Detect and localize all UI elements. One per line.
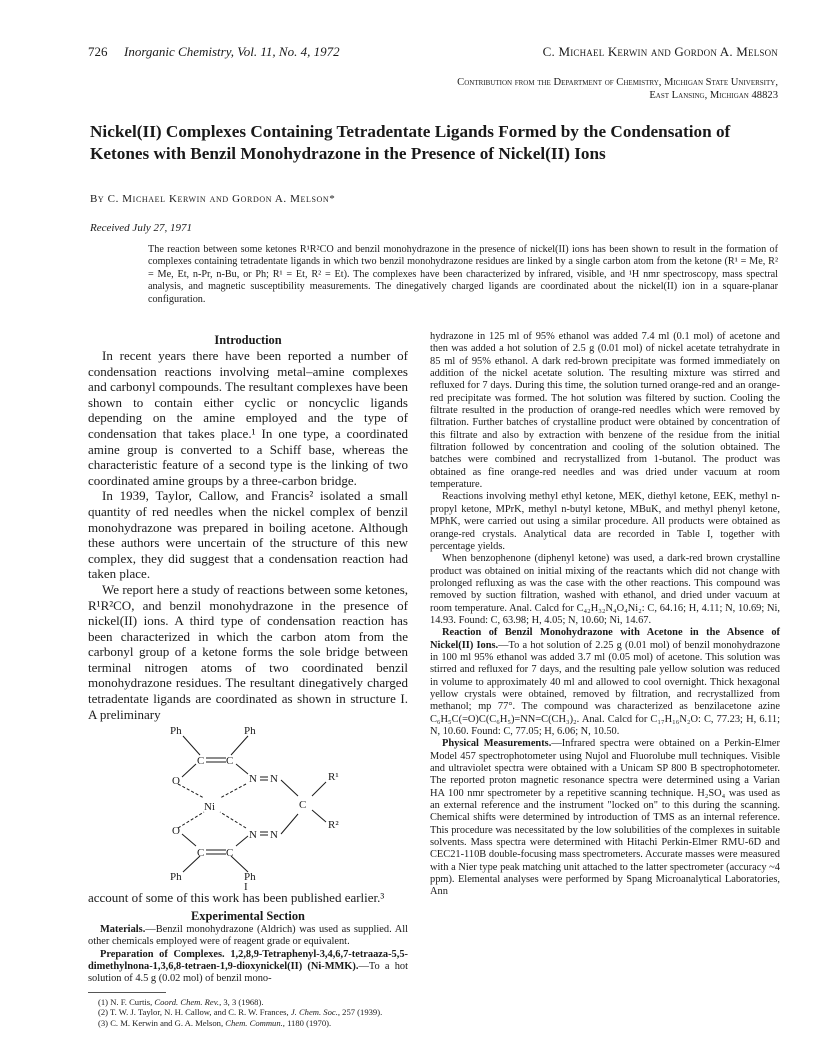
experimental-heading: Experimental Section [191,908,305,923]
preparation-paragraph [88,949,408,986]
materials-text: —Benzil monohydrazone (Aldrich) was used as supplied. All other chemicals employed were of reagent grade or equivalent. [88,923,408,948]
body-paragraph: Physical Measurements.—Infrared spectra were obtained on a Perkin-Elmer Model 457 spectrophotometer using Nujol and Fluorolube mull techniques. Visible and ultraviolet spectra were obtained with a Unicam SP 800 B spectrophotometer. The reported proton magnetic resonance spectra were determined using a Varian HA 100 nmr spectrometer by a repetitive scanning technique. H₂SO₄ was used as an external reference and the instrument "locked on" to this during the scanning. Chemical shifts were determined by introduction of TMS as an internal reference. This procedure was necessitated by the low solubilities of the complexes in suitable solvents. Mass spectra were determined with Hitachi Perkin-Elmer RMU-6D and CEC21-110B double-focusing mass spectrometers. Accurate masses were measured with a Nier type peak matching unit attached to the latter spectrometer (accuracy ~4 ppm). Elemental analyses were performed by Spang Microanalytical Laboratories, Ann [430,738,780,898]
intro-paragraph: In recent years there have been reported a number of condensation reactions involving metal–amine complexes and carbonyl compounds. The resultant complexes have been shown to contain either cyclic or noncyclic ligands depending on the amine employed and the type of condensation that takes place.¹ In one type, a coordinated amine group is converted to a Schiff base, whereas the characteristic feature of a second type is the linking of two coordinated amine groups by a three-carbon bridge. [88,348,408,488]
introduction-heading: Introduction [214,333,282,347]
structure-atom-n: N [249,829,257,842]
paper-title: Nickel(II) Complexes Containing Tetradentate Ligands Formed by the Condensation of Ketones with Benzil Monohydrazone in the Presence of Nickel(II) Ions [90,122,731,163]
page-number: 726 [88,44,108,59]
preparation-run-in: Preparation of Complexes. 1,2,8,9-Tetraphenyl-3,4,6,7-tetraaza-5,5-dimethylnona-1,3,6,8-tetraen-1,9-dioxynickel(II) (Ni-MMK). [88,948,408,972]
intro-paragraph-continued: account of some of this work has been published earlier.³ [88,890,385,906]
materials-paragraph [88,924,408,949]
right-column [430,331,780,899]
body-paragraph: When benzophenone (diphenyl ketone) was used, a dark-red brown crystalline product was obtained on initial mixing of the reactants which did not change with prolonged refluxing as was the case with the other reactions. This compound was removed by suction filtration, washed with ethanol, and dried under vacuum at room temperature. Anal. Calcd for C₄₂H₃₂N₄O₄Ni₂: C, 64.16; H, 4.11; N, 10.69; Ni, 14.93. Found: C, 63.98; H, 4.05; N, 10.60; Ni, 14.67. [430,553,780,626]
structure-label-r1: R¹ [328,771,339,784]
received-date: Received July 27, 1971 [90,222,193,234]
affiliation-line-2: East Lansing, Michigan 48823 [649,90,778,101]
intro-paragraph: We report here a study of reactions between some ketones, R¹R²CO, and benzil monohydrazone in the presence of nickel(II) ions. A third type of condensation reaction has been characterized in which the carbon atom from the carbonyl group of a ketone forms the sole bridge between terminal nitrogen atoms of two coordinated benzil monohydrazone residues. The resultant dinegatively charged tetradentate ligands are coordinated as shown in structure I. A preliminary [88,581,408,722]
footnote-rule [88,992,166,993]
header-authors: C. Michael Kerwin and Gordon A. Melson [542,44,778,59]
structure-atom-c: C [226,847,234,860]
physical-measurements-run-in: Physical Measurements. [442,738,552,750]
structure-label-ph: Ph [170,725,182,738]
structure-atom-c: C [197,847,205,860]
affiliation-line-1: Contribution from the Department of Chemistry, Michigan State University, [457,77,778,88]
structure-atom-o: O [172,775,180,788]
structure-label-ph: Ph [170,871,182,884]
structure-atom-n: N [270,829,278,842]
acetone-reaction-run-in: Reaction of Benzil Monohydrazone with Acetone in the Absence of Nickel(II) Ions. [430,627,780,651]
footnote: (1) N. F. Curtis, Coord. Chem. Rev., 3, 3 (1968). [98,996,264,1007]
running-header [88,44,778,62]
byline: By C. Michael Kerwin and Gordon A. Melson* [90,193,336,205]
body-paragraph: Reactions involving methyl ethyl ketone, MEK, diethyl ketone, EEK, methyl n-propyl ketone, MPrK, methyl n-butyl ketone, MBuK, and methyl phenyl ketone, MPhK, were carried out using a similar procedure. All products were obtained as orange-red crystals. Analytical data are recorded in Table I, together with percentage yields. [430,491,780,552]
structure-atom-n: N [249,773,257,786]
structure-atom-c: C [226,755,234,768]
body-paragraph: Reaction of Benzil Monohydrazone with Acetone in the Absence of Nickel(II) Ions.—To a hot solution of 2.25 g (0.01 mol) of benzil monohydrazone in 100 ml 95% ethanol was added 3.7 ml (0.05 mol) of acetone. This solution was stirred and refluxed for 7 days, and the resulting pale yellow solution was reduced in volume to approximately 40 ml and allowed to cool overnight. Thick hexagonal yellow crystals were obtained, removed by filtration, and recrystallized from methanol; mp 77°. The compound was characterized as benzilacetone azine C₆H₅C(=O)C(C₆H₅)=NN=C(CH₃)₂. Anal. Calcd for C₁₇H₁₆N₂O: C, 77.23; H, 6.11; N, 10.60. Found: C, 77.05; H, 6.06; N, 10.50. [430,627,780,737]
structure-number-label: I [244,881,248,891]
structure-label-ph: Ph [244,725,256,738]
abstract: The reaction between some ketones R¹R²CO and benzil monohydrazone in the presence of nickel(II) ions has been shown to result in the formation of complexes containing tetradentate ligands in which two benzil monohydrazone residues are linked by a single carbon atom from the ketone (R¹ = Me, R² = Me, Et, n-Pr, n-Bu, or Ph; R¹ = Et, R² = Et). The complexes have been characterized by infrared, visible, and ¹H nmr spectroscopy, mass spectral analysis, and magnetic susceptibility measurements. The dinegatively charged ligands are coordinated about the nickel(II) ion in a square-planar configuration. [148,244,778,305]
footnote: (2) T. W. J. Taylor, N. H. Callow, and C. R. W. Frances, J. Chem. Soc., 257 (1939). [98,1007,383,1018]
structure-label-r2: R² [328,819,339,832]
structure-atom-n: N [270,773,278,786]
preparation-text: —To a hot solution of 4.5 g (0.02 mol) of benzil mono- [88,960,409,985]
intro-paragraph: In 1939, Taylor, Callow, and Francis² isolated a small quantity of red needles when the nickel complex of benzil monohydrazone was prepared in boiling acetone. Although these authors were uncertain of the structure of this new complex, they did suggest that a condensation reaction had taken place. [88,488,408,582]
structure-atom-ni: Ni [204,801,215,814]
left-column [88,333,408,1029]
structure-atom-c: C [197,755,205,768]
structure-atom-c: C [299,799,307,812]
body-paragraph: hydrazone in 125 ml of 95% ethanol was added 7.4 ml (0.1 mol) of acetone and then was added a hot solution of 2.5 g (0.01 mol) of nickel acetate tetrahydrate in 85 ml of 95% ethanol. A dark red-brown precipitate was formed immediately on addition of the nickel acetate solution. The resulting mixture was stirred and refluxed for 7 days. During this time, the solution turned orange-red and an orange-red precipitate was formed. The hot solution was filtered by suction. Cooling the filtrate resulted in the production of orange-red needles which were removed by filtration. Further batches of crystalline product were obtained by concentration of this filtrate and also by extraction with benzene of the residue from the initial filtration followed by concentration and cooling of the solution obtained. The batches were combined and recrystallized from 1-butanol. The product was obtained as fine orange-red needles and was dried under vacuum at room temperature. [430,331,780,491]
journal-citation: Inorganic Chemistry, Vol. 11, No. 4, 1972 [124,44,340,59]
contribution-affiliation [457,76,778,102]
structure-atom-o: O [172,825,180,838]
structure-i-diagram [88,722,408,890]
structure-label-ph: Ph [244,871,256,884]
materials-run-in: Materials. [100,923,146,935]
footnote: (3) C. M. Kerwin and G. A. Melson, Chem. Commun., 1180 (1970). [98,1018,332,1029]
